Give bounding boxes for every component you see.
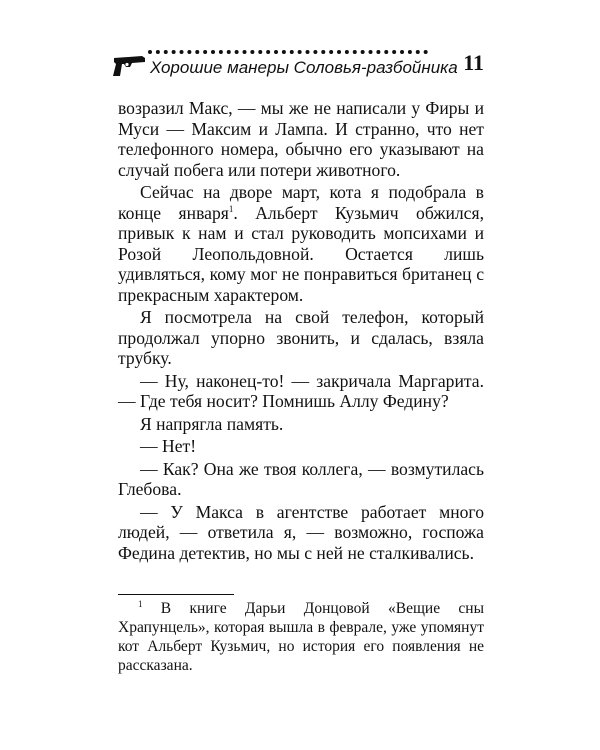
revolver-icon [112, 52, 146, 78]
footnote-ref: 1 [228, 203, 234, 214]
header-dotted-rule [148, 50, 428, 58]
running-title: Хорошие манеры Соловья-разбойника [150, 58, 458, 77]
paragraph: возразил Макс, — мы же не написали у Фиры и Муси — Максим и Лампа. И странно, что нет телефонного номера, обычно его указывают на случай побега или потери животного. [118, 98, 484, 180]
paragraph: — Ну, наконец-то! — закричала Маргарита. — Где тебя носит? Помнишь Аллу Федину? [118, 370, 484, 411]
paragraph-text: Сейчас на дворе март, кота я подобрала в конце января [118, 182, 484, 223]
running-header [112, 44, 484, 84]
body-text [118, 98, 484, 563]
paragraph-text: . Альберт Кузьмич обжился, привык к нам и стал руководить мопсихами и Розой Леопольдовной. Остается лишь удивляться, кому мог не понравиться британец с прекрасным характером. [118, 202, 484, 305]
paragraph [118, 182, 484, 305]
paragraph: — Нет! [140, 436, 197, 456]
paragraph: Я напрягла память. [140, 413, 284, 434]
paragraph: — Как? Она же твоя коллега, — возмутилась Глебова. [118, 458, 484, 499]
footnote-separator [118, 594, 234, 595]
footnote-text: В книге Дарьи Донцовой «Вещие сны Храпунцель», которая вышла в феврале, уже упомянут кот Альберт Кузьмич, но история его появления не рассказана. [118, 600, 484, 674]
page-number: 11 [463, 50, 484, 75]
paragraph: — У Макса в агентстве работает много людей, — ответила я, — возможно, госпожа Федина детектив, но мы с ней не сталкивались. [118, 501, 484, 563]
paragraph: Я посмотрела на свой телефон, который продолжал упорно звонить, и сдалась, взяла трубку. [118, 307, 484, 368]
footnote-marker: 1 [138, 598, 143, 609]
footnote [118, 599, 484, 675]
